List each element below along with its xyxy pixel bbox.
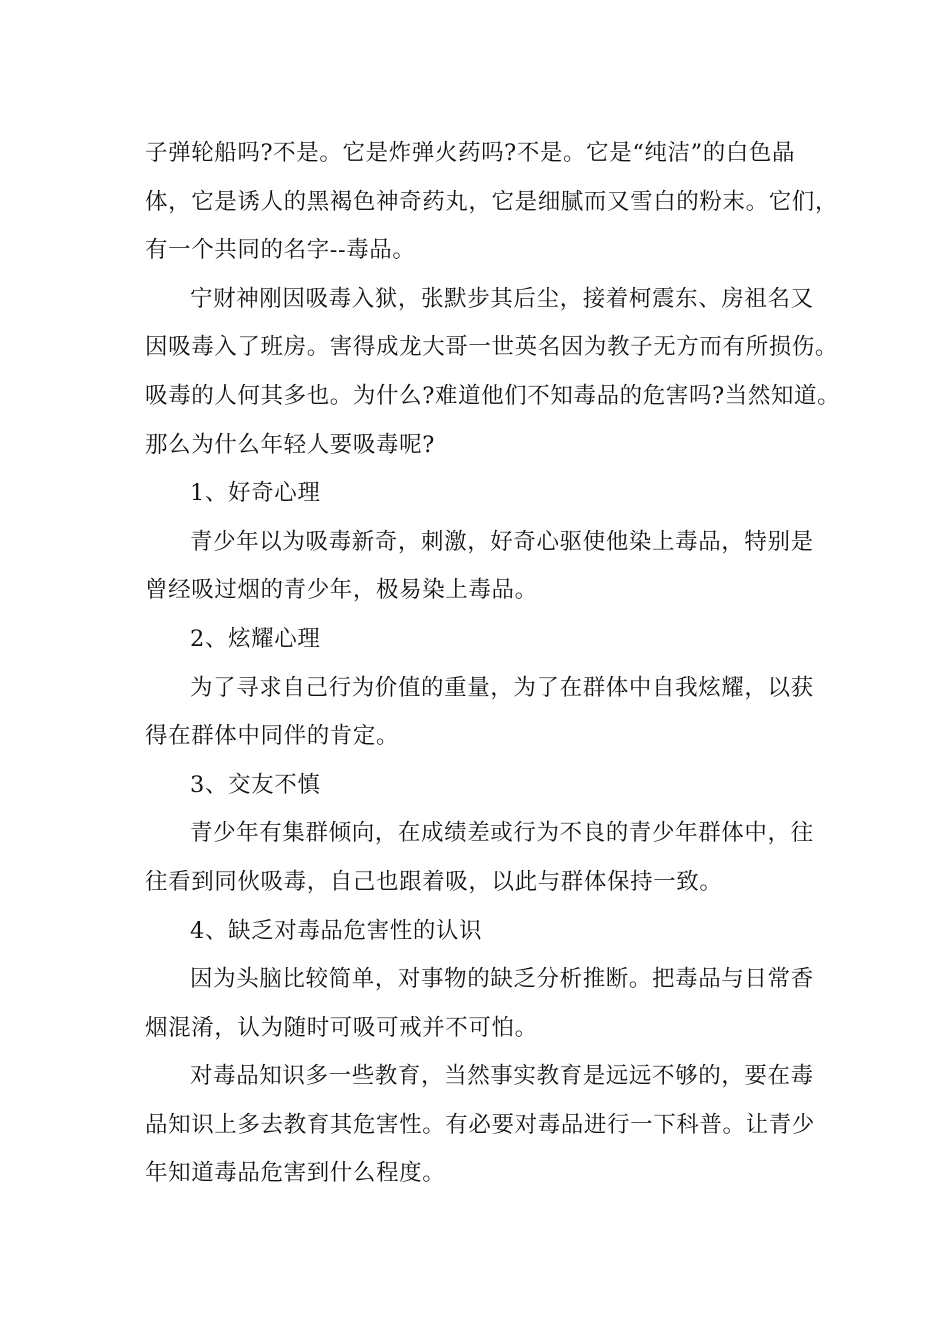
- section-heading: 2、炫耀心理: [190, 625, 321, 652]
- text-line: 往看到同伙吸毒，自己也跟着吸，以此与群体保持一致。: [145, 868, 723, 895]
- text-line: 那么为什么年轻人要吸毒呢?: [145, 431, 435, 458]
- paragraph-start-line: 青少年以为吸毒新奇，刺激，好奇心驱使他染上毒品，特别是: [190, 528, 814, 555]
- paragraph-start-line: 宁财神刚因吸毒入狱，张默步其后尘，接着柯震东、房祖名又: [190, 285, 814, 312]
- section-heading: 3、交友不慎: [190, 771, 321, 798]
- text-line: 曾经吸过烟的青少年，极易染上毒品。: [145, 577, 538, 604]
- paragraph-start-line: 为了寻求自己行为价值的重量，为了在群体中自我炫耀，以获: [190, 674, 814, 701]
- text-line: 体，它是诱人的黑褐色神奇药丸，它是细腻而又雪白的粉末。它们，: [145, 188, 839, 215]
- text-line: 年知道毒品危害到什么程度。: [145, 1160, 446, 1187]
- paragraph-start-line: 因为头脑比较简单，对事物的缺乏分析推断。把毒品与日常香: [190, 966, 814, 993]
- text-line: 烟混淆，认为随时可吸可戒并不可怕。: [145, 1014, 538, 1041]
- text-line: 子弹轮船吗?不是。它是炸弹火药吗?不是。它是“纯洁”的白色晶: [145, 140, 796, 166]
- text-line: 吸毒的人何其多也。为什么?难道他们不知毒品的危害吗?当然知道。: [145, 382, 841, 409]
- document-body: [145, 129, 841, 1198]
- text-line: 有一个共同的名字--毒品。: [145, 237, 416, 264]
- paragraph-start-line: 对毒品知识多一些教育，当然事实教育是远远不够的，要在毒: [190, 1063, 814, 1090]
- section-heading: 4、缺乏对毒品危害性的认识: [190, 917, 483, 944]
- text-line: 品知识上多去教育其危害性。有必要对毒品进行一下科普。让青少: [145, 1111, 815, 1138]
- section-heading: 1、好奇心理: [190, 480, 321, 507]
- text-line: 因吸毒入了班房。害得成龙大哥一世英名因为教子无方而有所损伤。: [145, 334, 839, 361]
- text-line: 得在群体中同伴的肯定。: [145, 723, 400, 750]
- paragraph-start-line: 青少年有集群倾向，在成绩差或行为不良的青少年群体中，往: [190, 820, 814, 847]
